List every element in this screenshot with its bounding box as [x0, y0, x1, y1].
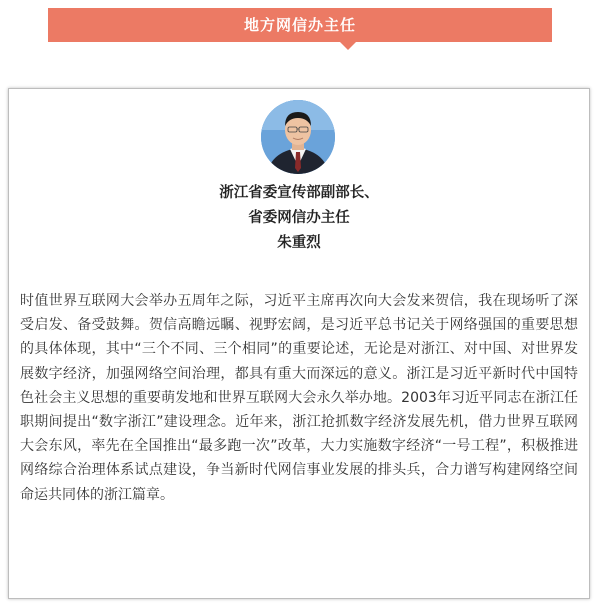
portrait-icon	[261, 100, 335, 174]
person-name: 朱重烈	[277, 235, 321, 251]
banner-pointer	[340, 42, 356, 50]
portrait-photo	[261, 100, 335, 174]
banner-title: 地方网信办主任	[243, 16, 356, 34]
profile-card	[8, 88, 590, 599]
section-banner	[48, 8, 552, 42]
article-paragraph: 时值世界互联网大会举办五周年之际，习近平主席再次向大会发来贺信，我在现场听了深受启发、备受鼓舞。贺信高瞻远瞩、视野宏阔，是习近平总书记关于网络强国的重要思想的具体体现，其中“三个不同、三个相同”的重要论述，无论是对浙江、对中国、对世界发展数字经济，加强网络空间治理，都具有重大而深远的意义。浙江是习近平新时代中国特色社会主义思想的重要萌发地和世界互联网大会永久举办地。2003年习近平同志在浙江任职期间提出“数字浙江”建设理念。近年来，浙江抢抓数字经济发展先机，借力世界互联网大会东风，率先在全国推出“最多跑一次”改革，大力实施数字经济“一号工程”，积极推进网络综合治理体系试点建设，争当新时代网信事业发展的排头兵，合力谱写构建网络空间命运共同体的浙江篇章。	[20, 293, 578, 503]
position-line-2: 省委网信办主任	[248, 210, 350, 226]
position-line-1: 浙江省委宣传部副部长、	[219, 185, 379, 201]
profile-heading	[9, 181, 589, 256]
